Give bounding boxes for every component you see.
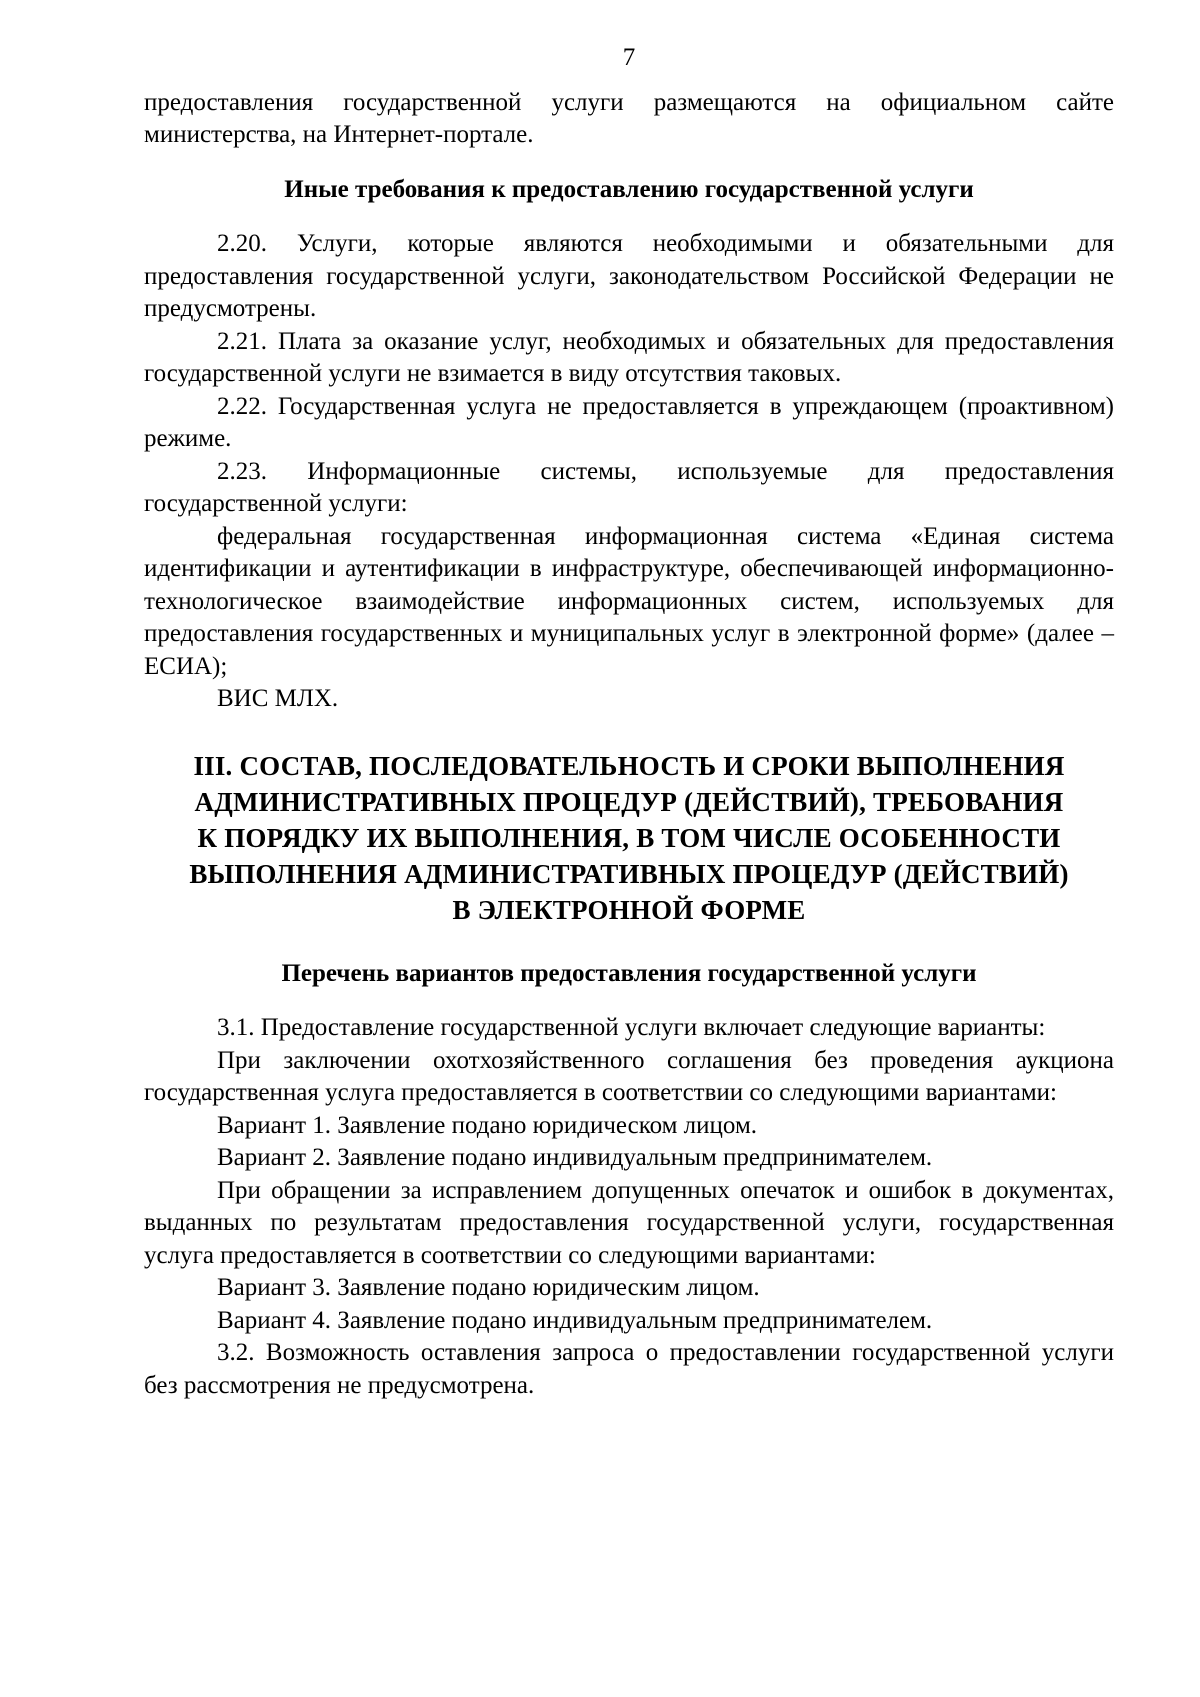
paragraph-no-auction: При заключении охотхозяйственного соглашения без проведения аукциона государственная услуга предоставляется в соответствии со следующими вариантами: (144, 1046, 1114, 1106)
paragraph-3-1: 3.1. Предоставление государственной услуги включает следующие варианты: (217, 1014, 1046, 1041)
variant-2: Вариант 2. Заявление подано индивидуальным предпринимателем. (217, 1144, 933, 1171)
paragraph-2-22: 2.22. Государственная услуга не предоставляется в упреждающем (проактивном) режиме. (144, 392, 1114, 452)
variant-1: Вариант 1. Заявление подано юридическом лицом. (217, 1111, 758, 1139)
paragraph-vis: ВИС МЛХ. (217, 685, 339, 712)
intro-paragraph: предоставления государственной услуги размещаются на официальном сайте министерства, на Интернет-портале. (144, 88, 1114, 148)
variant-4: Вариант 4. Заявление подано индивидуальным предпринимателем. (217, 1306, 933, 1334)
paragraph-esia: федеральная государственная информационная система «Единая система идентификации и аутентификации в инфраструктуре, обеспечивающей информационно-технологическое взаимодействие информационных систем, используемых для предоставления государственных и муниципальных услуг в электронной форме» (далее – ЕСИА); (144, 522, 1114, 680)
section-title (144, 748, 1114, 928)
section-title-line: К ПОРЯДКУ ИХ ВЫПОЛНЕНИЯ, В ТОМ ЧИСЛЕ ОСОБЕННОСТИ (197, 822, 1061, 853)
paragraph-2-23: 2.23. Информационные системы, используемые для предоставления государственной услуги: (144, 457, 1114, 517)
heading-variants: Перечень вариантов предоставления государственной услуги (281, 959, 977, 987)
paragraph-2-20: 2.20. Услуги, которые являются необходимыми и обязательными для предоставления государственной услуги, законодательством Российской Федерации не предусмотрены. (144, 230, 1114, 322)
section-title-line: ВЫПОЛНЕНИЯ АДМИНИСТРАТИВНЫХ ПРОЦЕДУР (ДЕЙСТВИЙ) (189, 858, 1069, 889)
paragraph-3-2: 3.2. Возможность оставления запроса о предоставлении государственной услуги без рассмотрения не предусмотрена. (144, 1339, 1114, 1399)
section-title-line: III. СОСТАВ, ПОСЛЕДОВАТЕЛЬНОСТЬ И СРОКИ ВЫПОЛНЕНИЯ (193, 750, 1065, 781)
page-number: 7 (622, 44, 636, 71)
section-title-line: АДМИНИСТРАТИВНЫХ ПРОЦЕДУР (ДЕЙСТВИЙ), ТРЕБОВАНИЯ (194, 786, 1064, 817)
section-title-line: В ЭЛЕКТРОННОЙ ФОРМЕ (452, 894, 806, 925)
paragraph-corrections: При обращении за исправлением допущенных опечаток и ошибок в документах, выданных по результатам предоставления государственной услуги, государственная услуга предоставляется в соответствии со следующими вариантами: (144, 1176, 1114, 1269)
variant-3: Вариант 3. Заявление подано юридическим лицом. (217, 1274, 760, 1301)
paragraph-2-21: 2.21. Плата за оказание услуг, необходимых и обязательных для предоставления государственной услуги не взимается в виду отсутствия таковых. (144, 327, 1114, 387)
heading-other-requirements: Иные требования к предоставлению государственной услуги (284, 175, 974, 203)
